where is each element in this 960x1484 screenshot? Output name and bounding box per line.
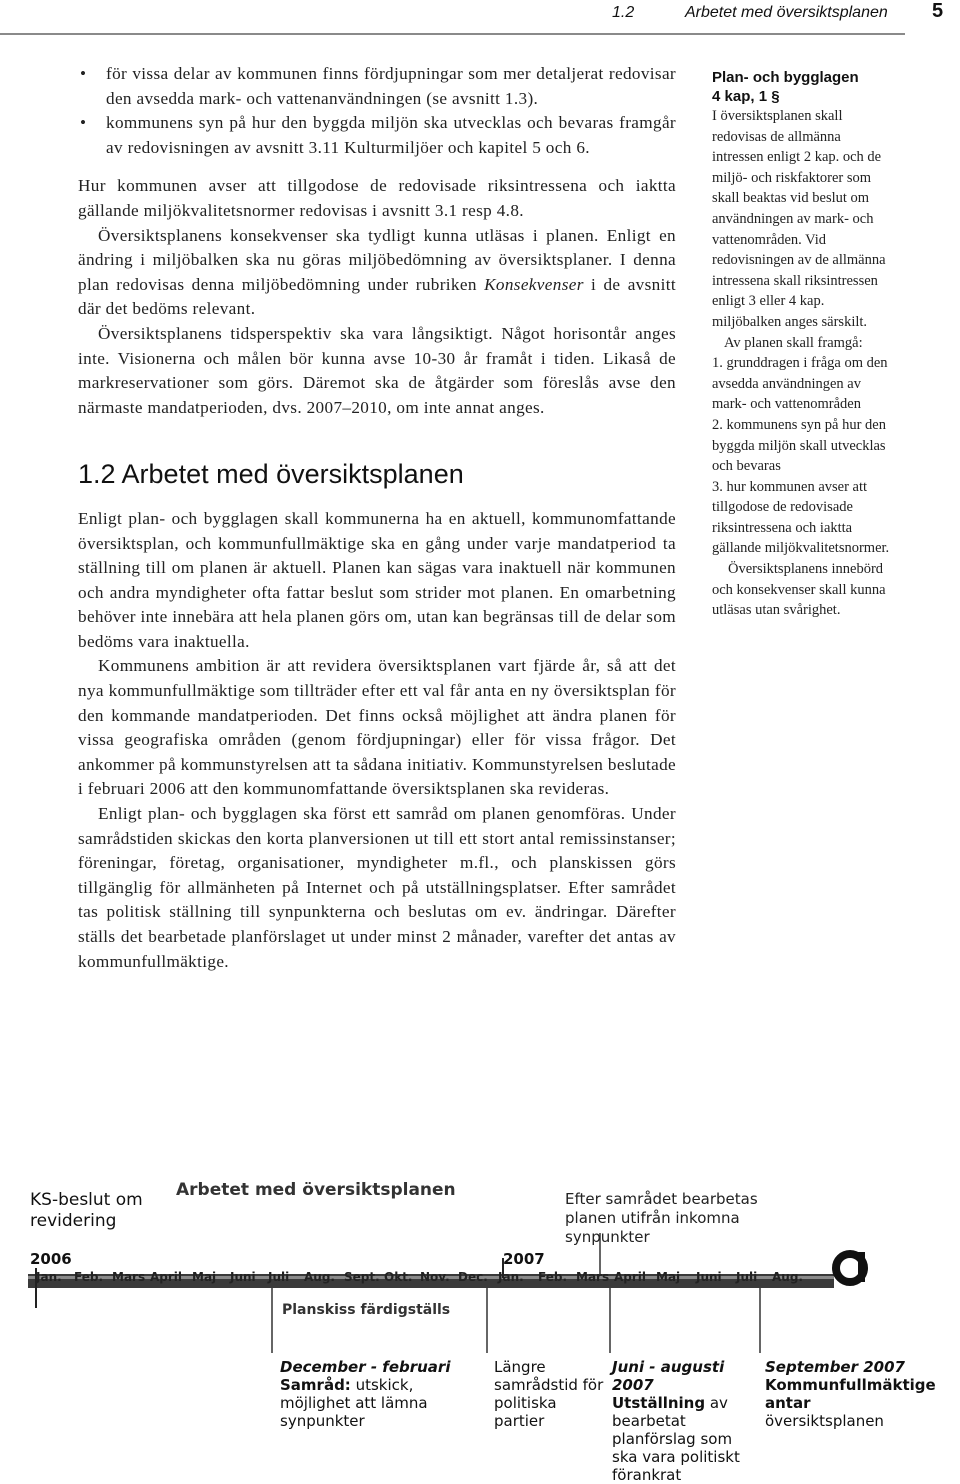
margin-paragraph: Av planen skall framgå: <box>724 334 863 351</box>
month-label: April <box>150 1270 183 1284</box>
timeline-box-parties: Längre samrådstid för politiska partier <box>494 1358 604 1430</box>
month-label: Maj <box>192 1270 217 1284</box>
margin-note <box>712 68 892 621</box>
month-label: Feb. <box>74 1270 103 1284</box>
month-label: Maj <box>656 1270 681 1284</box>
section-number: 1.2 <box>612 4 635 21</box>
month-label: Nov. <box>420 1270 450 1284</box>
year-label: 2007 <box>503 1250 545 1268</box>
month-label: Dec. <box>458 1270 488 1284</box>
page-header <box>0 0 960 36</box>
month-label: Aug. <box>304 1270 335 1284</box>
bullet-item <box>78 62 676 111</box>
month-label: Okt. <box>384 1270 413 1284</box>
margin-subtitle: 4 kap, 1 § <box>712 88 780 105</box>
margin-list-item: 1. grunddragen i fråga om den avsedda användningen av mark- och vattenområden <box>712 355 888 413</box>
month-label: Mars <box>576 1270 610 1284</box>
timeline-end-stem <box>858 1252 865 1282</box>
month-label: Sept. <box>344 1270 380 1284</box>
bullet-item <box>78 111 676 160</box>
paragraph: Enligt plan- och bygglagen ska först ett samråd om planen genomföras. Under samrådstiden skickas den korta planversionen ut till ett stort antal remissinstanser; föreningar, företag, organisationer, myndigheter m.fl., och planskissen görs tillgänglig för allmänheten på Internet och på utställningsplatser. Efter samrådet tas politisk ställning till synpunkterna och beslutas om ev. ändringar. Därefter ställs det bearbetade planförslaget ut under minst 2 månader, varefter det antas av kommunfullmäktige. <box>78 804 676 971</box>
box-date: December - februari <box>280 1358 451 1376</box>
month-label: Aug. <box>772 1270 803 1284</box>
year-label: 2006 <box>30 1250 72 1268</box>
header-rule <box>0 33 905 35</box>
ks-decision-label: KS-beslut om revidering <box>30 1190 143 1231</box>
margin-paragraph: I översiktsplanen skall redovisas de allmänna intressen enligt 2 kap. och de miljö- och riskfaktorer som skall beaktas vid beslut om användningen av mark- och vattenområden. Vid redovisningen av de allmänna intressena skall riksintressen enligt 3 eller 4 kap. miljöbalken anges särskilt. <box>712 108 886 330</box>
italic-term: Konsekvenser <box>484 274 584 294</box>
section-heading: 1.2 Arbetet med översiktsplanen <box>78 459 464 490</box>
main-text-column <box>78 62 676 974</box>
paragraph: Hur kommunen avser att tillgodose de redovisade riksintressena och iaktta gällande miljökvalitetsnormer redovisas i avsnitt 3.1 resp 4.8. <box>78 176 676 220</box>
paragraph: Översiktsplanens konsekvenser ska tydligt kunna utläsas i planen. Enligt en ändring i miljöbalken ska nu göras miljöbedömning av översiktsplaner. I denna plan redovisas denna miljöbedömning under rubriken Konsekvenser i de avsnitt där det bedöms relevant. <box>78 225 676 319</box>
timeline-box-adoption: September 2007 Kommunfullmäktige antar översiktsplanen <box>765 1358 936 1430</box>
section-title: Arbetet med översiktsplanen <box>685 4 888 21</box>
paragraph: Enligt plan- och bygglagen skall kommunerna ha en aktuell, kommunomfattande översiktsplan, och kommunfullmäktige ska en gång under varje mandatperiod ta ställning till om planen är aktuell. Planen kan sägas vara inaktuell när kommunen och andra myndigheter ofta fattar beslut som strider mot planen. En omarbetning behöver inte innebära att hela planen görs om, utan kan begränsas till de delar som bedöms vara inaktuella. <box>78 508 676 651</box>
bullet-icon: • <box>80 113 87 133</box>
month-label: April <box>614 1270 647 1284</box>
margin-title: Plan- och bygglagen <box>712 69 859 86</box>
month-label: Juni <box>696 1270 722 1284</box>
margin-list-item: 3. hur kommunen avser att tillgodose de redovisade riksintressena och iaktta gällande miljökvalitetsnormer. <box>712 478 890 557</box>
month-label: Juli <box>268 1270 290 1284</box>
timeline-box-consultation: December - februari Samråd: utskick, möjlighet att lämna synpunkter <box>280 1358 480 1430</box>
margin-paragraph: Översiktsplanens innebörd och konsekvenser skall kunna utläsas utan svårighet. <box>712 561 886 619</box>
planskiss-label: Planskiss färdigställs <box>282 1302 451 1318</box>
month-label: Mars <box>112 1270 146 1284</box>
month-label: Jan. <box>498 1270 524 1284</box>
bullet-text: för vissa delar av kommunen finns fördjupningar som mer detaljerat redovisar den avsedda mark- och vattenanvändningen (se avsnitt 1.3). <box>106 64 676 108</box>
bullet-text: kommunens syn på hur den byggda miljön ska utvecklas och bevaras framgår av redovisningen av avsnitt 3.11 Kulturmiljöer och kapitel 5 och 6. <box>106 113 676 157</box>
box-date: September 2007 <box>765 1358 905 1376</box>
paragraph: Kommunens ambition är att revidera översiktsplanen vart fjärde år, så att det nya kommunfullmäktige som tillträder efter ett val får anta en ny översiktsplan för den kommande mandatperioden. Det finns också möjlighet att ändra planen för vissa geografiska områden (genom fördjupningar) eller för vissa frågor. Det ankommer på kommunstyrelsen att ta sådana initiativ. Kommunstyrelsen beslutade i februari 2006 att den kommunomfattande översiktsplanen ska revideras. <box>78 656 676 799</box>
after-consultation-label: Efter samrådet bearbetas planen utifrån inkomna synpunkter <box>565 1190 758 1246</box>
page-number: 5 <box>932 0 944 22</box>
month-label: Feb. <box>538 1270 567 1284</box>
month-label: Jan. <box>36 1270 62 1284</box>
box-date: Juni - augusti 2007 <box>612 1358 725 1394</box>
month-label: Juli <box>736 1270 758 1284</box>
paragraph: Översiktsplanens tidsperspektiv ska vara långsiktigt. Något horisontår anges inte. Visionerna och målen bör kunna avse 10-30 år framåt i tiden. Likaså de markreservationer som görs. Däremot ska de åtgärder som föreslås avse den närmaste mandatperioden, dvs. 2007–2010, om inte annat anges. <box>78 323 676 417</box>
timeline-figure <box>0 1178 960 1484</box>
month-label: Juni <box>230 1270 256 1284</box>
timeline-title: Arbetet med översiktsplanen <box>176 1180 456 1200</box>
bullet-icon: • <box>80 64 87 83</box>
timeline-box-exhibition: Juni - augusti 2007 Utställning av bearbetat planförslag som ska vara politiskt förankrat <box>612 1358 762 1484</box>
margin-list-item: 2. kommunens syn på hur den byggda miljön skall utvecklas och bevaras <box>712 416 886 475</box>
